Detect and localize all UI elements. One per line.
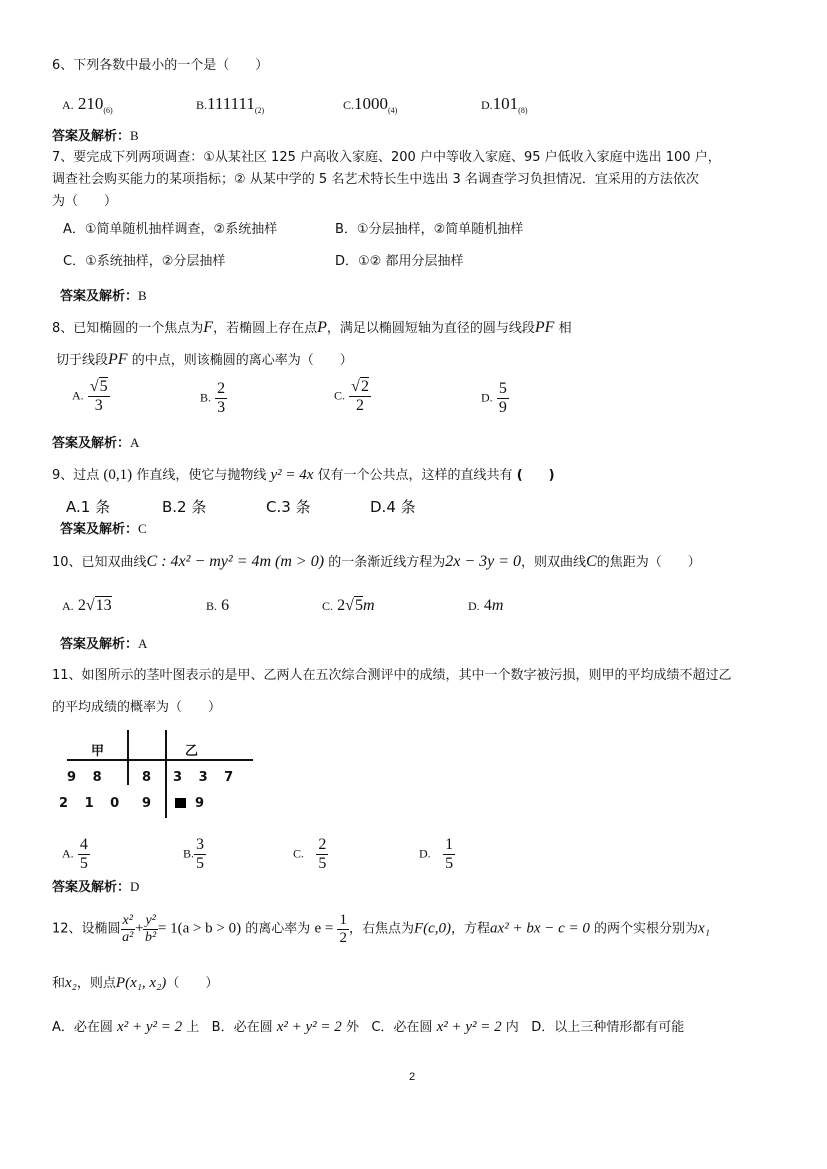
stem-leaf-divider-left: [127, 730, 129, 785]
q11-answer: 答案及解析：D: [52, 879, 140, 895]
q9-option-c: C.3 条: [266, 498, 311, 516]
q11-line2: 的平均成绩的概率为（ ）: [52, 700, 222, 715]
q8-option-d: D. $\frac{5}{9}$: [481, 380, 507, 416]
smudged-digit: [175, 798, 186, 808]
q6-stem: 6、下列各数中最小的一个是（ ）: [52, 58, 269, 73]
q8-option-b: B. $\frac{2}{3}$: [200, 380, 226, 416]
q10-option-b: B. 6: [206, 597, 230, 614]
q9-answer: 答案及解析：C: [60, 521, 147, 537]
q8-line1: 8、已知椭圆的一个焦点为F，若椭圆上存在点P，满足以椭圆短轴为直径的圆与线段PF 相: [52, 319, 572, 336]
q8-line2: 切于线段PF 的中点，则该椭圆的离心率为（ ）: [56, 351, 353, 368]
stem-leaf-header-rule: [67, 759, 253, 761]
q7-line2: 调查社会购买能力的某项指标；② 从某中学的 5 名艺术特长生中选出 3 名调查学习负担情况．宜采用的方法依次: [52, 172, 699, 187]
q10-option-d: D. 4m: [468, 597, 504, 614]
q12-options: A．必在圆 x² + y² = 2 上 B．必在圆 x² + y² = 2 外 C．必在圆 x² + y² = 2 内 D．以上三种情形都有可能: [52, 1019, 685, 1035]
q7-answer: 答案及解析：B: [60, 288, 147, 304]
q10-stem: 10、已知双曲线C : 4x² − my² = 4m (m > 0) 的一条渐近线方程为2x − 3y = 0，则双曲线C的焦距为（ ）: [52, 553, 701, 570]
q9-option-a: A.1 条: [66, 498, 111, 516]
stem-leaf-head-jia: 甲: [91, 744, 111, 759]
q7-option-a: A．①简单随机抽样调查，②系统抽样: [63, 222, 278, 237]
stem-leaf-divider-right: [165, 730, 167, 818]
q11-line1: 11、如图所示的茎叶图表示的是甲、乙两人在五次综合测评中的成绩，其中一个数字被污损，则甲的平均成绩不超过乙: [52, 668, 732, 683]
q7-option-b: B．①分层抽样，②简单随机抽样: [335, 222, 524, 237]
q11-option-c: C. $\frac{2}{5}$: [293, 836, 327, 872]
q11-option-b: B. $\frac{3}{5}$: [183, 836, 205, 872]
stem-leaf-row1-left: 9 8: [67, 770, 108, 785]
q6-option-c: $C.1000_{(4)}$: [343, 94, 398, 115]
q9-option-b: B.2 条: [162, 498, 207, 516]
stem-leaf-row2-left: 2 1 0: [59, 796, 126, 811]
stem-leaf-row2-right: 9: [195, 796, 211, 811]
q12-line2: 和x₂，则点P(x₁, x₂)（ ）: [52, 975, 219, 991]
q9-stem: 9、过点 (0,1) 作直线，使它与抛物线 y² = 4x 仅有一个公共点，这样的直线共有 ( ): [52, 467, 555, 483]
q9-option-d: D.4 条: [370, 498, 416, 516]
stem-leaf-head-yi: 乙: [185, 744, 205, 759]
q7-option-d: D．①② 都用分层抽样: [335, 254, 464, 269]
q10-option-c: C. 2√5m: [322, 597, 375, 614]
q7-line1: 7、要完成下列两项调查：①从某社区 125 户高收入家庭、200 户中等收入家庭、95 户低收入家庭中选出 100 户，: [52, 150, 721, 165]
q10-option-a: A. 2√13: [62, 597, 112, 614]
q12-line1: 12、设椭圆 $\frac{\text{x²}}{\text{a²}}$ + $\frac{\text{y²}}{\text{b²}}$ = 1(a > b > 0) 的离心率为 e = $\frac{1}{2}$ ，右焦点为F(c,0)，方程ax² + bx − c = 0 的两个实根分别为x₁: [52, 912, 710, 946]
page-number: 2: [409, 1071, 416, 1083]
q6-option-b: $B.111111_{(2)}$: [196, 94, 265, 115]
q11-option-d: D. $\frac{1}{5}$: [419, 836, 454, 872]
q8-option-a: A. $\frac{√5}{3}$: [72, 378, 108, 414]
stem-leaf-row2-stem: 9: [142, 796, 158, 811]
q8-option-c: C. $\frac{√2}{2}$: [334, 378, 369, 414]
q7-option-c: C．①系统抽样，②分层抽样: [63, 254, 226, 269]
q11-option-a: A. $\frac{4}{5}$: [62, 836, 88, 872]
q10-answer: 答案及解析：A: [60, 636, 148, 652]
q6-option-d: $D.101_{(8)}$: [481, 94, 528, 115]
stem-leaf-row1-stem: 8: [142, 770, 158, 785]
q7-line3: 为（ ）: [52, 194, 118, 209]
stem-leaf-row1-right: 3 3 7: [173, 770, 240, 785]
q6-option-a: A. $210_{(6)}$: [62, 94, 113, 115]
q6-answer: 答案及解析：B: [52, 128, 139, 144]
q8-answer: 答案及解析：A: [52, 435, 140, 451]
stem-leaf-plot: [55, 730, 255, 818]
